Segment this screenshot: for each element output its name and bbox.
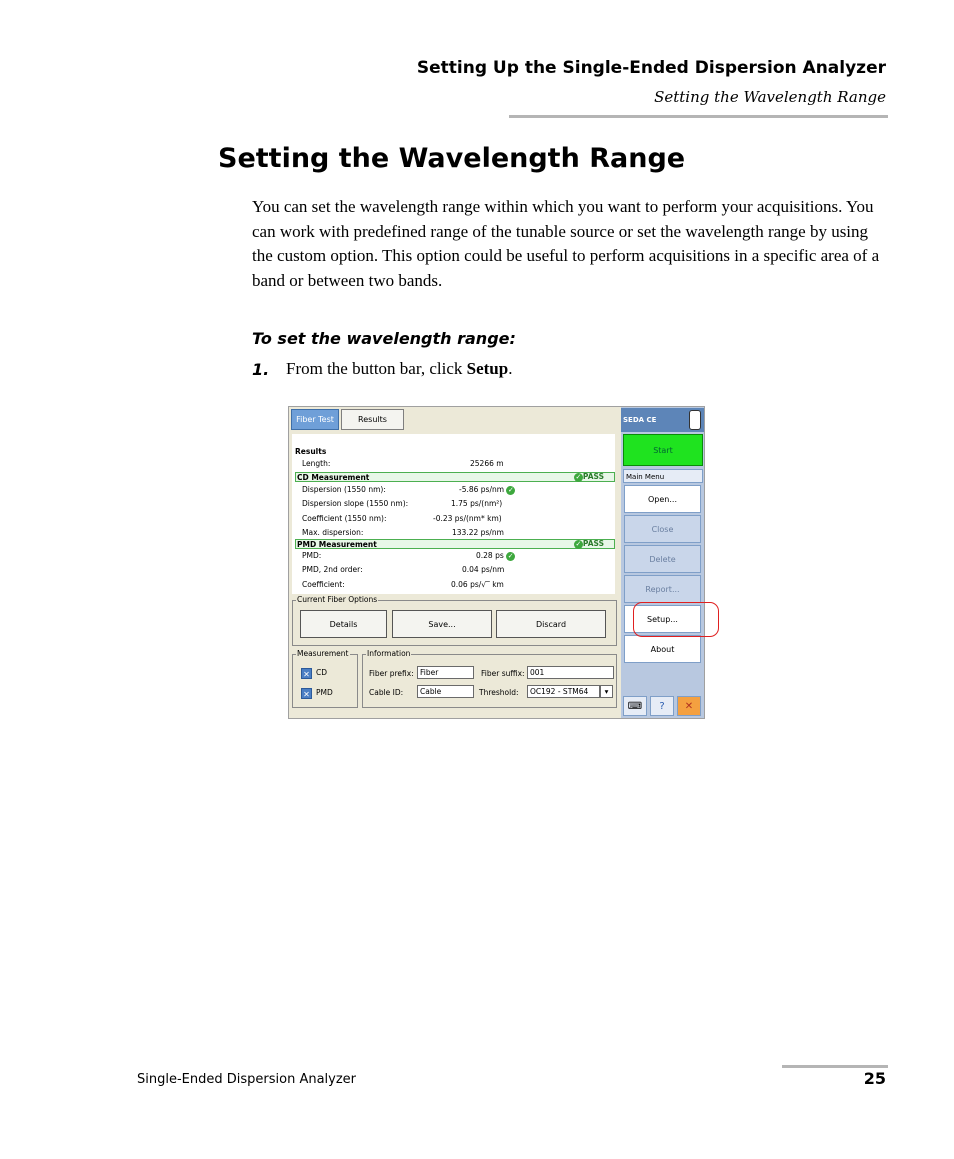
pmd-row-label: Coefficient: [302, 580, 345, 589]
procedure-title: To set the wavelength range: [252, 329, 516, 348]
step-emphasis: Setup [466, 359, 509, 378]
chevron-down-icon[interactable]: ▾ [600, 685, 613, 698]
pmd-row-value: 0.28 ps ✓ [476, 551, 514, 560]
app-screenshot [288, 406, 705, 719]
cd-row-label: Coefficient (1550 nm): [302, 514, 387, 523]
check-icon: ✓ [575, 539, 582, 548]
close-button[interactable]: Close [624, 515, 701, 543]
cd-row-value: -0.23 ps/(nm* km) [433, 514, 502, 523]
tab-fiber-test[interactable]: Fiber Test [291, 409, 339, 430]
save-button[interactable]: Save... [392, 610, 492, 638]
delete-button[interactable]: Delete [624, 545, 701, 573]
intro-paragraph: You can set the wavelength range within which you want to perform your acquisitions. You can work with predefined range of the tunable source or set the wavelength range by using the custom option. This option could be useful to perform acquisitions in a specific area of a band or between two bands. [252, 197, 880, 290]
measurement-group [292, 649, 358, 708]
running-header-subtitle: Setting the Wavelength Range [654, 88, 886, 106]
report-button[interactable]: Report... [624, 575, 701, 603]
start-button[interactable]: Start [623, 434, 703, 466]
results-title: Results [295, 447, 327, 456]
open-button[interactable]: Open... [624, 485, 701, 513]
pmd-pass-badge: ✓ PASS [575, 539, 604, 548]
keyboard-icon[interactable]: ⌨ [623, 696, 647, 716]
section-heading: Setting the Wavelength Range [218, 143, 686, 174]
cd-pass-badge: ✓ PASS [575, 472, 604, 481]
cd-row-label: Dispersion slope (1550 nm): [302, 499, 409, 508]
check-icon: ✓ [507, 551, 514, 560]
threshold-label: Threshold: [479, 688, 519, 697]
information-group [362, 649, 617, 708]
cd-row-value: 1.75 ps/(nm²) [451, 499, 503, 508]
page-number: 25 [863, 1069, 886, 1088]
cd-row-label: Max. dispersion: [302, 528, 364, 537]
step-number: 1. [252, 360, 270, 379]
results-pane [292, 434, 615, 594]
cd-measurement-bar: CD Measurement ✓ PASS [295, 472, 615, 482]
header-rule [509, 115, 888, 118]
setup-highlight-callout [633, 602, 719, 637]
check-icon: ✓ [575, 472, 582, 481]
setup-button[interactable]: Setup... [624, 605, 701, 633]
length-value: 25266 m [470, 459, 504, 468]
cable-id-label: Cable ID: [369, 688, 404, 697]
about-button[interactable]: About [624, 635, 701, 663]
step-text: From the button bar, click Setup. [286, 359, 513, 378]
pmd-checkbox-label: PMD [316, 688, 333, 697]
measurement-label: Measurement [297, 649, 349, 658]
pmd-measurement-bar: PMD Measurement ✓ PASS [295, 539, 615, 549]
cd-checkbox[interactable]: ✕ [301, 668, 312, 679]
battery-icon [689, 410, 701, 430]
running-header-title: Setting Up the Single-Ended Dispersion Analyzer [416, 58, 886, 78]
pmd-row-value: 0.06 ps/√‾ km [451, 580, 504, 589]
fiber-prefix-label: Fiber prefix: [369, 669, 414, 678]
side-panel [621, 407, 705, 719]
details-button[interactable]: Details [300, 610, 387, 638]
main-menu-label: Main Menu [623, 469, 703, 483]
current-fiber-options-label: Current Fiber Options [297, 595, 378, 604]
threshold-select[interactable]: OC192 - STM64 [527, 685, 600, 698]
fiber-suffix-input[interactable]: 001 [527, 666, 614, 679]
information-label: Information [367, 649, 411, 658]
tab-results[interactable]: Results [341, 409, 404, 430]
cable-id-input[interactable]: Cable [417, 685, 474, 698]
footer-product: Single-Ended Dispersion Analyzer [137, 1072, 357, 1087]
exit-icon[interactable]: ✕ [677, 696, 701, 716]
fiber-prefix-input[interactable]: Fiber [417, 666, 474, 679]
pmd-row-value: 0.04 ps/nm [462, 565, 505, 574]
fiber-suffix-label: Fiber suffix: [481, 669, 525, 678]
current-fiber-options-group [292, 595, 617, 646]
help-icon[interactable]: ? [650, 696, 674, 716]
cd-row-value: 133.22 ps/nm [452, 528, 504, 537]
cd-checkbox-label: CD [316, 668, 328, 677]
discard-button[interactable]: Discard [496, 610, 606, 638]
pmd-row-label: PMD: [302, 551, 322, 560]
pmd-checkbox[interactable]: ✕ [301, 688, 312, 699]
length-label: Length: [302, 459, 331, 468]
app-title: SEDA CE [621, 408, 704, 432]
check-icon: ✓ [508, 485, 514, 494]
cd-row-label: Dispersion (1550 nm): [302, 485, 386, 494]
footer-rule [782, 1065, 888, 1068]
cd-row-value: -5.86 ps/nm ✓ [459, 485, 514, 494]
pmd-row-label: PMD, 2nd order: [302, 565, 363, 574]
